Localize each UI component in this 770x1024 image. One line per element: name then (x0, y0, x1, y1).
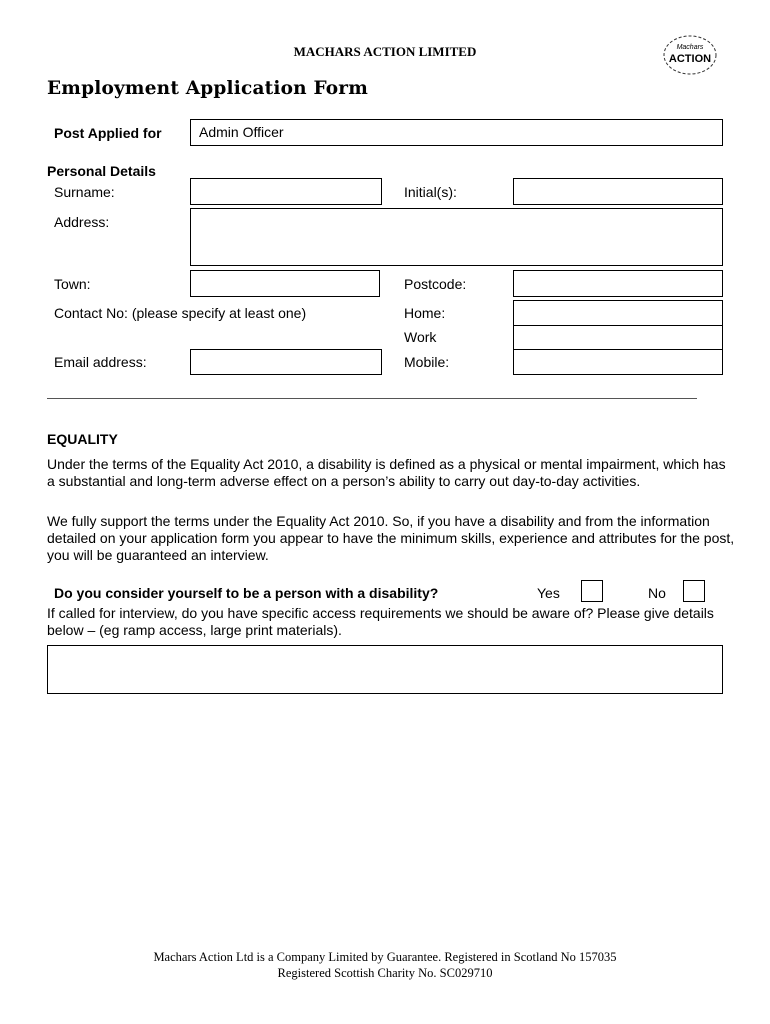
work-phone-field[interactable] (513, 325, 723, 350)
post-applied-value: Admin Officer (199, 124, 284, 140)
email-label: Email address: (54, 354, 147, 370)
town-field[interactable] (190, 270, 380, 297)
town-label: Town: (54, 276, 91, 292)
footer-charity-line: Registered Scottish Charity No. SC029710 (277, 966, 493, 980)
logo-top-text: Machars (676, 44, 704, 51)
no-label: No (648, 585, 666, 601)
yes-label: Yes (537, 585, 560, 601)
personal-details-heading: Personal Details (47, 163, 156, 179)
post-applied-label: Post Applied for (54, 125, 162, 141)
access-requirements-text: If called for interview, do you have specific access requirements we should be aware of? Please give details below – (eg ramp access, large print materials). (47, 605, 714, 638)
yes-checkbox[interactable] (581, 580, 603, 602)
address-label: Address: (54, 214, 110, 230)
post-applied-field[interactable] (190, 119, 723, 146)
postcode-field[interactable] (513, 270, 723, 297)
mobile-phone-label: Mobile: (404, 354, 450, 370)
machars-action-logo (662, 34, 718, 76)
form-title: Employment Application Form (47, 78, 369, 99)
equality-heading: EQUALITY (47, 431, 118, 447)
home-phone-field[interactable] (513, 300, 723, 326)
no-checkbox[interactable] (683, 580, 705, 602)
organisation-name: MACHARS ACTION LIMITED (293, 44, 477, 59)
email-field[interactable] (190, 349, 382, 375)
work-phone-label: Work (404, 329, 437, 345)
postcode-label: Postcode: (404, 276, 467, 292)
surname-label: Surname: (54, 184, 115, 200)
equality-paragraph-1: Under the terms of the Equality Act 2010, a disability is defined as a physical or mental impairment, which has a substantial and long-term adverse effect on a person’s ability to carry out day-to-day activities. (47, 456, 726, 489)
contact-number-label: Contact No: (please specify at least one) (54, 305, 307, 321)
footer-company-line: Machars Action Ltd is a Company Limited by Guarantee. Registered in Scotland No 157035 (153, 950, 617, 964)
disability-question: Do you consider yourself to be a person with a disability? (54, 585, 439, 601)
initials-field[interactable] (513, 178, 723, 205)
home-phone-label: Home: (404, 305, 446, 321)
logo-main-text: ACTION (668, 53, 712, 65)
access-requirements-field[interactable] (47, 645, 723, 694)
section-divider (47, 398, 697, 399)
equality-paragraph-2: We fully support the terms under the Equality Act 2010. So, if you have a disability and from the information detailed on your application form you appear to have the minimum skills, experience and attributes for the post, you will be guaranteed an interview. (47, 513, 735, 563)
address-field[interactable] (190, 208, 723, 266)
mobile-phone-field[interactable] (513, 349, 723, 375)
surname-field[interactable] (190, 178, 382, 205)
initials-label: Initial(s): (404, 184, 457, 200)
